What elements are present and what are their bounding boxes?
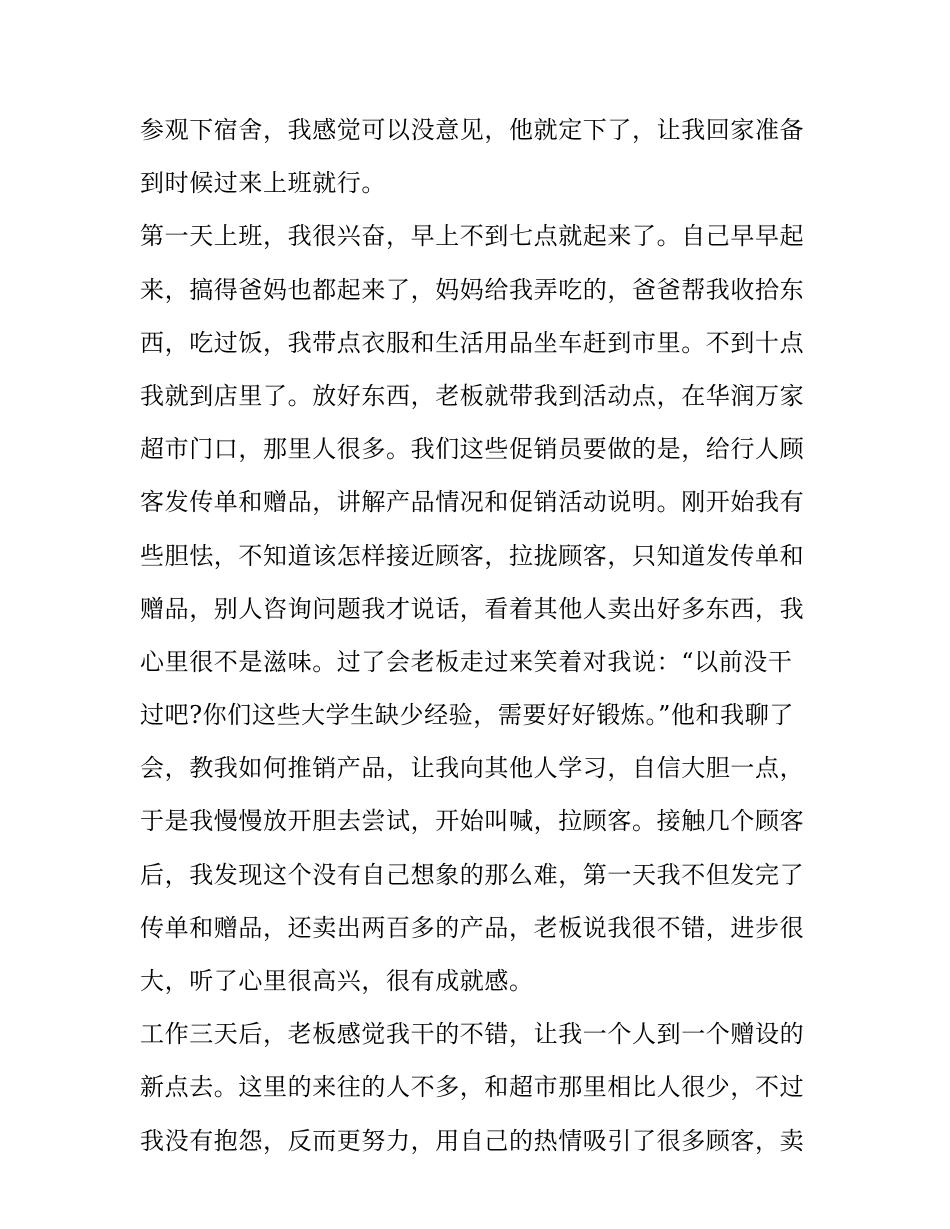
text-line: 赠品，别人咨询问题我才说话，看着其他人卖出好多东西，我: [140, 594, 805, 623]
text-line: 我没有抱怨，反而更努力，用自己的热情吸引了很多顾客，卖: [140, 1126, 805, 1155]
text-line: 到时候过来上班就行。: [140, 169, 386, 198]
text-line: 过吧?你们这些大学生缺少经验，需要好好锻炼。”他和我聊了: [140, 701, 794, 730]
text-line: 西，吃过饭，我带点衣服和生活用品坐车赶到市里。不到十点: [140, 328, 805, 357]
text-line: 我就到店里了。放好东西，老板就带我到活动点，在华润万家: [140, 381, 805, 410]
text-line: 后，我发现这个没有自己想象的那么难，第一天我不但发完了: [140, 860, 805, 889]
text-line: 心里很不是滋味。过了会老板走过来笑着对我说：“以前没干: [140, 647, 793, 676]
text-line: 会，教我如何推销产品，让我向其他人学习，自信大胆一点，: [140, 754, 805, 783]
text-line: 客发传单和赠品，讲解产品情况和促销活动说明。刚开始我有: [140, 488, 805, 517]
document-body: [140, 104, 820, 1168]
text-line: 传单和赠品，还卖出两百多的产品，老板说我很不错，进步很: [140, 913, 805, 942]
text-line: 于是我慢慢放开胆去尝试，开始叫喊，拉顾客。接触几个顾客: [140, 807, 805, 836]
text-line: 第一天上班，我很兴奋，早上不到七点就起来了。自己早早起: [140, 222, 805, 251]
text-line: 工作三天后，老板感觉我干的不错，让我一个人到一个赠设的: [140, 1020, 805, 1049]
text-line: 来，搞得爸妈也都起来了，妈妈给我弄吃的，爸爸帮我收拾东: [140, 275, 805, 304]
text-line: 大，听了心里很高兴，很有成就感。: [140, 967, 534, 995]
text-line: 新点去。这里的来往的人不多，和超市那里相比人很少，不过: [140, 1073, 805, 1102]
text-line: 些胆怯，不知道该怎样接近顾客，拉拢顾客，只知道发传单和: [140, 541, 805, 570]
text-line: 超市门口，那里人很多。我们这些促销员要做的是，给行人顾: [140, 435, 805, 464]
text-line: 参观下宿舍，我感觉可以没意见，他就定下了，让我回家准备: [140, 116, 805, 144]
